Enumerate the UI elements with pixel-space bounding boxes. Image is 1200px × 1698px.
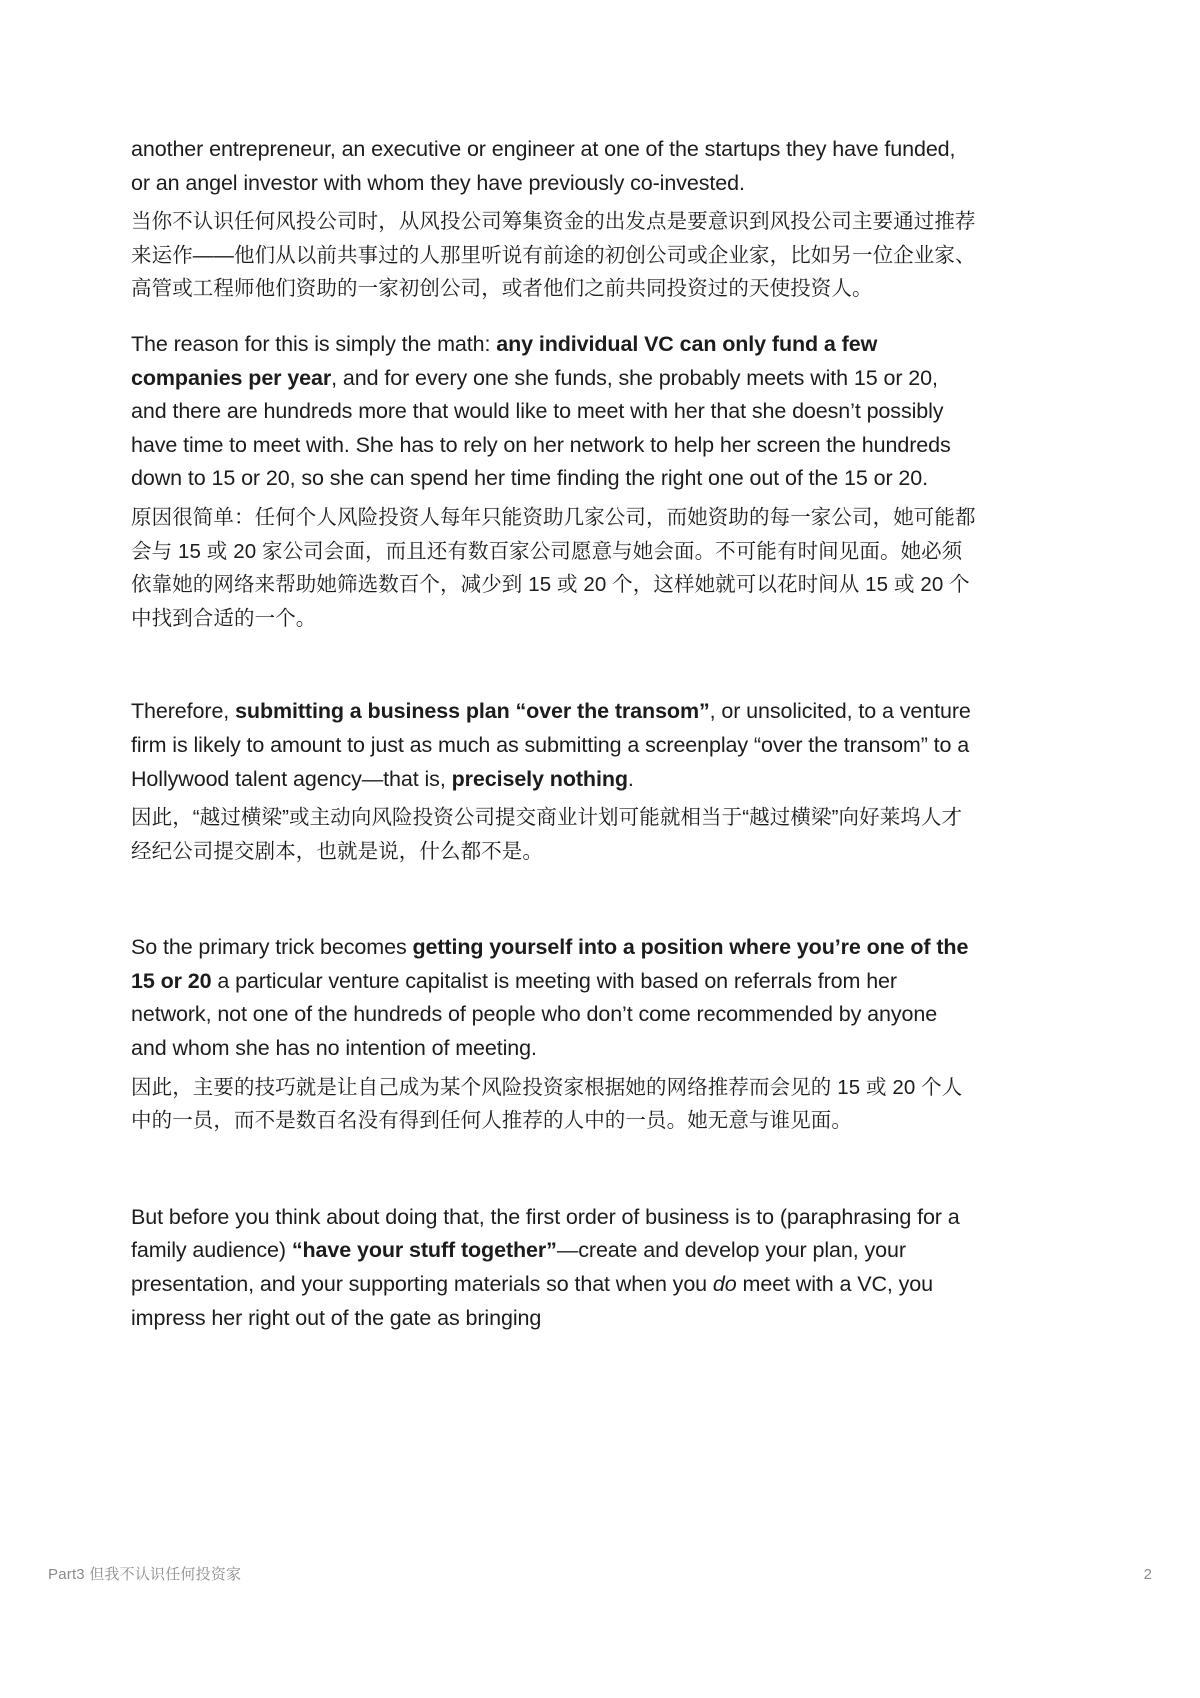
spacer xyxy=(131,306,976,328)
paragraph-en-5-bold-b: “have your stuff together” xyxy=(291,1238,557,1263)
paragraph-en-5-text-c: —create and develop your plan, your presentation, and your supporting materials so that when you xyxy=(131,1238,906,1297)
footer-chapter-label: Part3 但我不认识任何投资家 xyxy=(48,1566,242,1583)
paragraph-en-3-text-a: Therefore, xyxy=(131,699,236,724)
paragraph-en-5-text-a: But before you think about doing that, the first order of business is to (paraphrasing for a family audience) xyxy=(131,1204,960,1263)
footer-page-number: 2 xyxy=(1143,1566,1152,1583)
paragraph-en-2 xyxy=(131,328,976,496)
paragraph-en-4-text-a: So the primary trick becomes xyxy=(131,935,413,960)
spacer xyxy=(131,868,976,931)
paragraph-en-4-bold-b: getting yourself into a position where you’re one of the 15 or 20 xyxy=(131,935,969,993)
paragraph-en-5-italic-d: do xyxy=(712,1272,737,1297)
paragraph-en-3-text-e: . xyxy=(627,766,634,791)
spacer xyxy=(131,635,976,695)
paragraph-en-2-text-c: , and for every one she funds, she probably meets with 15 or 20, and there are hundreds more that would like to meet with her that she doesn’t possibly have time to meet with. She has to rely on her network to help her screen the hundreds down to 15 or 20, so she can spend her time finding the right one out of the 15 or 20. xyxy=(131,365,951,491)
paragraph-en-5 xyxy=(131,1201,976,1335)
paragraph-en-5-text-e: meet with a VC, you impress her right out of the gate as bringing xyxy=(131,1272,934,1330)
paragraph-en-1: another entrepreneur, an executive or engineer at one of the startups they have funded, or an angel investor with whom they have previously co-invested. xyxy=(131,137,956,195)
paragraph-en-4 xyxy=(131,931,976,1065)
page-content xyxy=(131,133,976,1335)
paragraph-en-3 xyxy=(131,695,976,796)
paragraph-zh-1: 当你不认识任何风投公司时，从风投公司筹集资金的出发点是要意识到风投公司主要通过推荐来运作——他们从以前共事过的人那里听说有前途的初创公司或企业家，比如另一位企业家、高管或工程师他们资助的一家初创公司，或者他们之前共同投资过的天使投资人。 xyxy=(131,210,976,301)
paragraph-en-2-text-a: The reason for this is simply the math: xyxy=(131,331,497,356)
paragraph-en-4-text-c: a particular venture capitalist is meeting with based on referrals from her network, not one of the hundreds of people who don’t come recommended by anyone and whom she has no intention of meeting. xyxy=(131,968,938,1061)
page-footer xyxy=(0,1565,1200,1605)
paragraph-en-2-bold-b: any individual VC can only fund a few companies per year xyxy=(131,331,878,390)
paragraph-en-3-bold-d: precisely nothing xyxy=(451,766,628,791)
paragraph-zh-4: 因此，主要的技巧就是让自己成为某个风险投资家根据她的网络推荐而会见的 15 或 20 个人中的一员，而不是数百名没有得到任何人推荐的人中的一员。她无意与谁见面。 xyxy=(131,1075,963,1133)
paragraph-zh-3: 因此，“越过横梁”或主动向风险投资公司提交商业计划可能就相当于“越过横梁”向好莱坞人才经纪公司提交剧本，也就是说，什么都不是。 xyxy=(131,806,963,863)
paragraph-en-3-text-c: , or unsolicited, to a venture firm is likely to amount to just as much as submitting a screenplay “over the transom” to a Hollywood talent agency—that is, xyxy=(131,699,971,791)
paragraph-zh-2: 原因很简单：任何个人风险投资人每年只能资助几家公司，而她资助的每一家公司，她可能都会与 15 或 20 家公司会面，而且还有数百家公司愿意与她会面。不可能有时间见面。她必须依靠她的网络来帮助她筛选数百个，减少到 15 或 20 个，这样她就可以花时间从 15 或 20 个中找到合适的一个。 xyxy=(131,505,976,630)
spacer xyxy=(131,1138,976,1201)
paragraph-en-3-bold-b: submitting a business plan “over the transom” xyxy=(235,699,710,724)
